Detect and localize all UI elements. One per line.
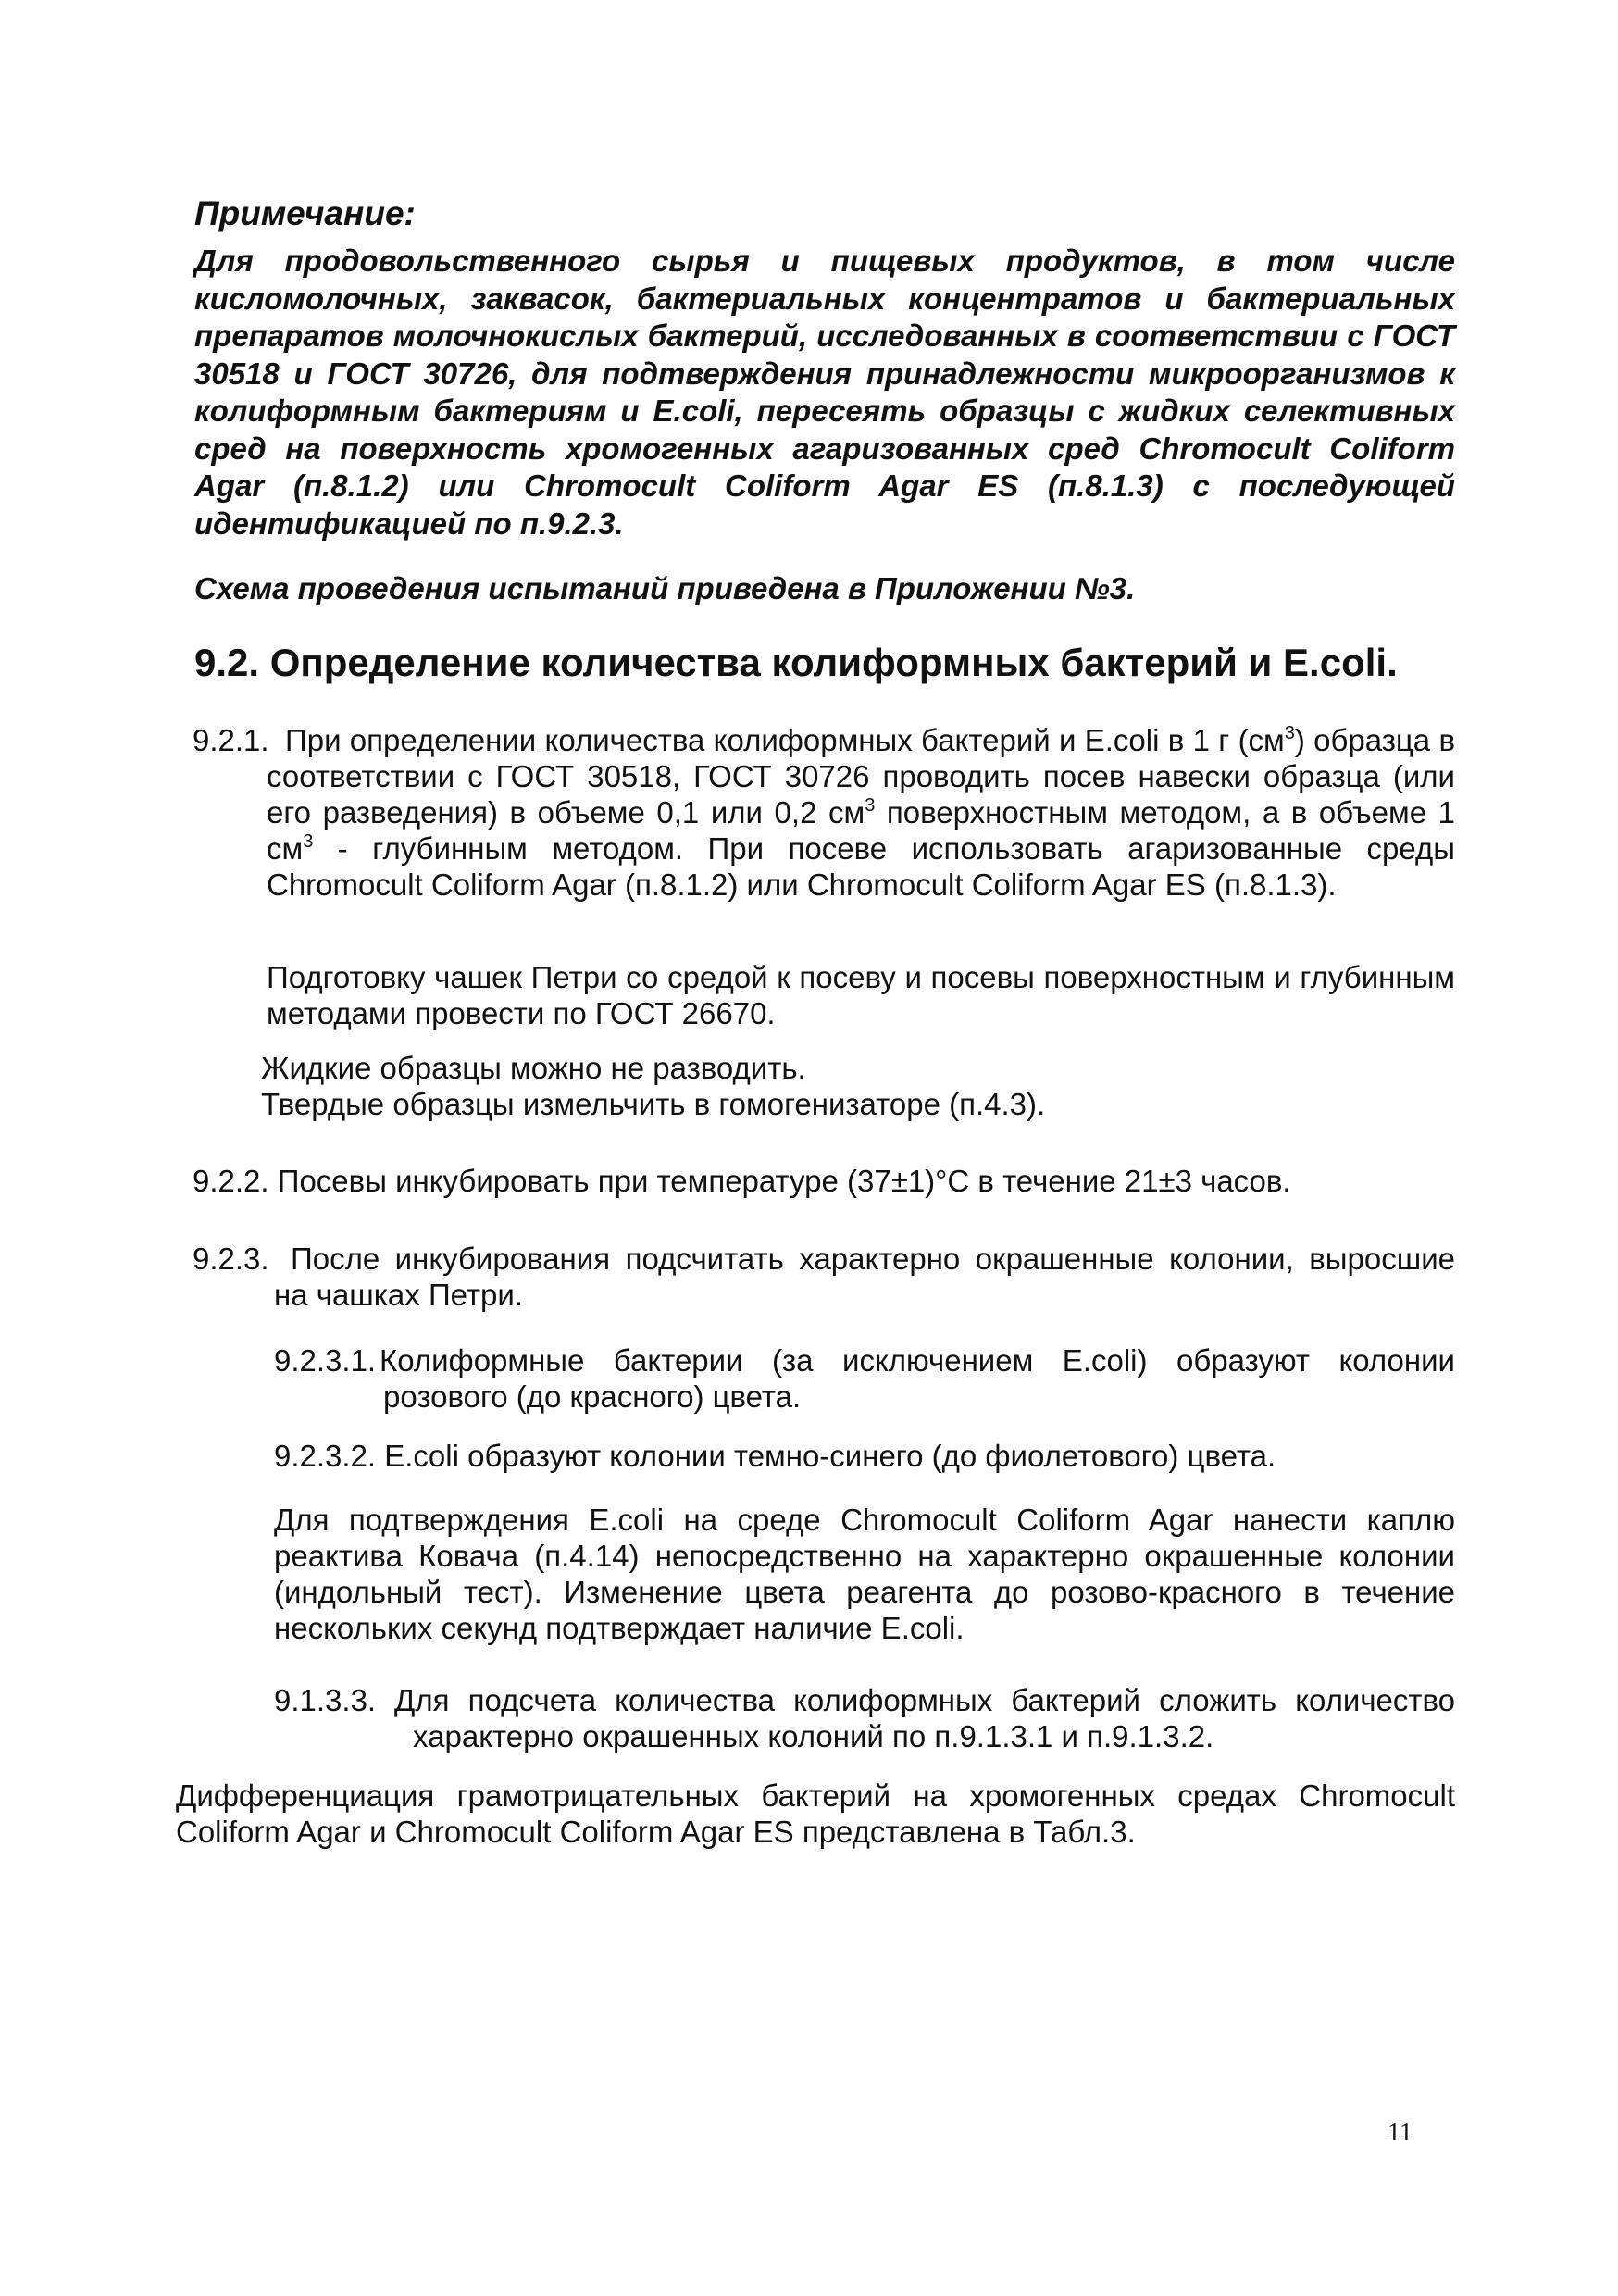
paragraph-text: После инкубирования подсчитать характерно окрашенные колонии, выросшие на чашках Петри.: [274, 1242, 1455, 1312]
paragraph-9-2-3-2-test: Для подтверждения E.coli на среде Chromocult Coliform Agar нанести каплю реактива Ковача (п.4.14) непосредственно на характерно окрашенные колонии (индольный тест). Изменение цвета реагента до розово-красного в течение нескольких секунд подтверждает наличие E.coli.: [274, 1503, 1455, 1645]
paragraph-9-2-1-liquid: Жидкие образцы можно не разводить.: [261, 1051, 806, 1085]
section-heading: 9.2. Определение количества колиформных бактерий и E.coli.: [194, 641, 1398, 684]
paragraph-number: 9.2.1.: [193, 723, 269, 757]
paragraph-number: 9.2.3.: [193, 1242, 269, 1276]
paragraph-9-2-3-1: [274, 1342, 1455, 1415]
paragraph-9-2-2: 9.2.2. Посевы инкубировать при температуре (37±1)°С в течение 21±3 часов.: [193, 1164, 1291, 1198]
note-title: Примечание:: [194, 194, 416, 232]
final-paragraph: Дифференциация грамотрицательных бактерий на хромогенных средах Chromocult Coliform Agar и Chromocult Coliform Agar ES представлена в Табл.3.: [176, 1778, 1455, 1849]
paragraph-9-1-3-3: [274, 1682, 1455, 1754]
paragraph-number: 9.1.3.3.: [274, 1683, 377, 1717]
paragraph-9-2-3: [193, 1241, 1455, 1313]
paragraph-text: Колиформные бактерии (за исключением E.coli) образуют колонии розового (до красного) цвета.: [380, 1343, 1455, 1414]
paragraph-text: При определении количества колиформных бактерий и E.coli в 1 г $(см^3)$ образца в соответствии с ГОСТ 30518, ГОСТ 30726 проводить посев навески образца (или его разведения) в объеме 0,1 или 0,2 $см^3$ поверхностным методом, а в объеме 1 $см^3$ - глубинным методом. При посеве использовать агаризованные среды Chromocult Coliform Agar (п.8.1.2) или Chromocult Coliform Agar ES (п.8.1.3).: [267, 723, 1455, 902]
paragraph-9-2-1: [193, 722, 1455, 903]
paragraph-text: Для подсчета количества колиформных бактерий сложить количество характерно окрашенных колоний по п.9.1.3.1 и п.9.1.3.2.: [394, 1683, 1455, 1753]
paragraph-9-2-1-petri: Подготовку чашек Петри со средой к посеву и посевы поверхностным и глубинным методами провести по ГОСТ 26670.: [267, 960, 1455, 1030]
paragraph-9-2-3-2: 9.2.3.2. E.coli образуют колонии темно-синего (до фиолетового) цвета.: [274, 1439, 1276, 1473]
note-body: Для продовольственного сырья и пищевых продуктов, в том числе кисломолочных, заквасок, бактериальных концентратов и бактериальных препаратов молочнокислых бактерий, исследованных в соответствии с ГОСТ 30518 и ГОСТ 30726, для подтверждения принадлежности микроорганизмов к колиформным бактериям и E.coli, пересеять образцы с жидких селективных сред на поверхность хромогенных агаризованных сред Chromocult Coliform Agar (п.8.1.2) или Chromocult Coliform Agar ES (п.8.1.3) с последующей идентификацией по п.9.2.3.: [194, 243, 1455, 541]
page-number: 11: [1388, 2118, 1413, 2147]
scheme-reference: Схема проведения испытаний приведена в Приложении №3.: [194, 571, 1136, 605]
paragraph-number: 9.2.3.1.: [274, 1343, 377, 1378]
paragraph-9-2-1-solid: Твердые образцы измельчить в гомогенизаторе (п.4.3).: [261, 1087, 1046, 1121]
